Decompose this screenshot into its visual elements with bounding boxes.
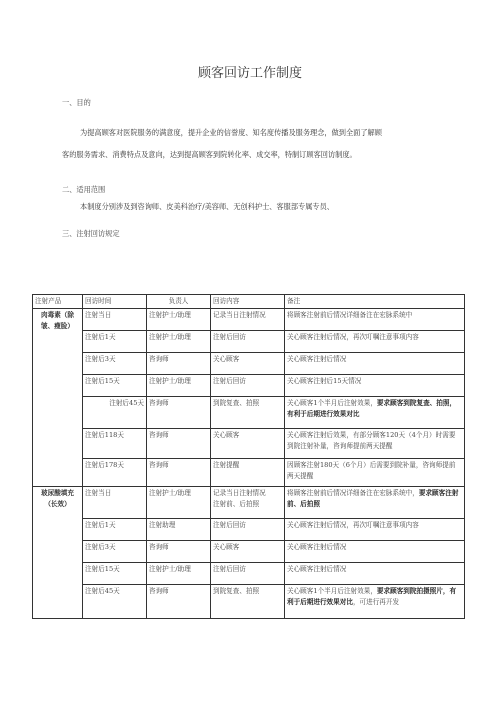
- header-content: 回访内容: [211, 295, 285, 309]
- cell-owner: 注射护士/助理: [147, 331, 211, 353]
- cell-content: 关心顾客: [211, 429, 285, 459]
- cell-notes: [285, 487, 465, 519]
- header-time: 回访时间: [83, 295, 147, 309]
- cell-time: 注射后1天: [83, 519, 147, 541]
- note-emphasis: 要求顾客到院复查、拍照，有利于后期进行效果对比: [287, 399, 457, 418]
- cell-owner: 咨询师: [147, 429, 211, 459]
- cell-notes: 因顾客注射180天（6个月）后需要到院补量，咨询师提前两天提醒: [285, 459, 465, 487]
- table-row: [33, 519, 465, 541]
- cell-notes: 关心顾客注射后情况，再次叮嘱注意事项内容: [285, 519, 465, 541]
- header-notes: 备注: [285, 295, 465, 309]
- cell-time: 注射后1天: [83, 331, 147, 353]
- table-row: [33, 585, 465, 619]
- cell-content: [211, 487, 285, 519]
- followup-table: [32, 294, 465, 619]
- table-row: [33, 563, 465, 585]
- table-row: [33, 375, 465, 397]
- purpose-line-2: 客的服务需求、消费特点及意向，达到提高顾客到院转化率、成交率，特制订顾客回访制度。: [62, 150, 357, 159]
- cell-owner: 咨询师: [147, 541, 211, 563]
- cell-content: 关心顾客: [211, 353, 285, 375]
- cell-time: 注射后3天: [83, 541, 147, 563]
- cell-owner: 注射护士/助理: [147, 563, 211, 585]
- section-heading-purpose: 一、目的: [62, 98, 91, 107]
- cell-content: 注射后回访: [211, 375, 285, 397]
- table-row: [33, 541, 465, 563]
- table-header-row: [33, 295, 465, 309]
- cell-content: 注射后回访: [211, 563, 285, 585]
- note-text: 关心顾客1个半月后注射效果，: [287, 587, 377, 595]
- cell-time: 注射后3天: [83, 353, 147, 375]
- scope-text: 本制度分别涉及到咨询师、皮美科治疗/美容师、无创科护士、客服部专属专员、: [80, 202, 334, 211]
- cell-owner: 注射护士/助理: [147, 309, 211, 331]
- cell-time: 注射后45天: [83, 397, 147, 429]
- cell-time: 注射后15天: [83, 375, 147, 397]
- cell-owner: 咨询师: [147, 397, 211, 429]
- cell-notes: 将顾客注射前后情况详细备注在宏脉系统中: [285, 309, 465, 331]
- cell-notes: [285, 397, 465, 429]
- cell-content: 注射提醒: [211, 459, 285, 487]
- cell-time: 注射当日: [83, 309, 147, 331]
- note-emphasis: 要求顾客注射前、后拍照: [287, 489, 459, 508]
- table-row: [33, 429, 465, 459]
- cell-owner: 注射护士/助理: [147, 487, 211, 519]
- cell-content: 关心顾客: [211, 541, 285, 563]
- content-line: 注射前、后拍照: [213, 499, 260, 508]
- table-row: [33, 331, 465, 353]
- cell-owner: 注射助理: [147, 519, 211, 541]
- table-row: [33, 459, 465, 487]
- note-text: 将顾客注射前后情况详细备注在宏脉系统中，: [287, 489, 419, 497]
- note-emphasis: 要求顾客到院拍摄照片，有利于后期进行效果对比: [287, 587, 457, 606]
- purpose-line-1: 为提高顾客对医院服务的满意度，提升企业的信誉度、知名度传播及服务理念，做到全面了解顾: [80, 128, 382, 137]
- table-row: [33, 353, 465, 375]
- cell-content: 记录当日注射情况: [211, 309, 285, 331]
- table-row: [33, 309, 465, 331]
- section-heading-scope: 二、适用范围: [62, 185, 106, 194]
- cell-content: 注射后回访: [211, 519, 285, 541]
- cell-notes: 关心顾客注射后效果，有部分顾客120天（4个月）时需要到院注射补量，咨询师提前两天提醒: [285, 429, 465, 459]
- cell-time: 注射后118天: [83, 429, 147, 459]
- cell-notes: 关心顾客注射后情况，再次叮嘱注意事项内容: [285, 331, 465, 353]
- category-hyaluronic: 玻尿酸填充（长效）: [33, 487, 83, 619]
- cell-time: 注射后45天: [83, 585, 147, 619]
- category-botox: 肉毒素（除皱、瘦脸）: [33, 309, 83, 487]
- cell-content: 到院复查、拍照: [211, 585, 285, 619]
- cell-owner: 注射护士/助理: [147, 375, 211, 397]
- cell-content: 注射后回访: [211, 331, 285, 353]
- cell-notes: 关心顾客注射后情况: [285, 563, 465, 585]
- cell-time: 注射后15天: [83, 563, 147, 585]
- cell-owner: 咨询师: [147, 585, 211, 619]
- cell-time: 注射当日: [83, 487, 147, 519]
- cell-notes: 关心顾客注射后情况: [285, 353, 465, 375]
- section-heading-injection: 三、注射回访规定: [62, 229, 120, 238]
- cell-owner: 咨询师: [147, 459, 211, 487]
- header-owner: 负责人: [147, 295, 211, 309]
- header-product: 注射产品: [33, 295, 83, 309]
- cell-owner: 咨询师: [147, 353, 211, 375]
- cell-notes: [285, 585, 465, 619]
- cell-content: 到院复查、拍照: [211, 397, 285, 429]
- cell-notes: 关心顾客注射后情况: [285, 541, 465, 563]
- note-text: 关心顾客1个半月后注射效果，: [287, 399, 377, 407]
- content-line: 记录当日注射情况: [213, 489, 266, 497]
- cell-notes: 关心顾客注射后15天情况: [285, 375, 465, 397]
- table-row: [33, 487, 465, 519]
- cell-time: 注射后178天: [83, 459, 147, 487]
- note-text: ，可进行再开发: [352, 597, 400, 606]
- page-title: 顾客回访工作制度: [197, 66, 302, 81]
- table-row: [33, 397, 465, 429]
